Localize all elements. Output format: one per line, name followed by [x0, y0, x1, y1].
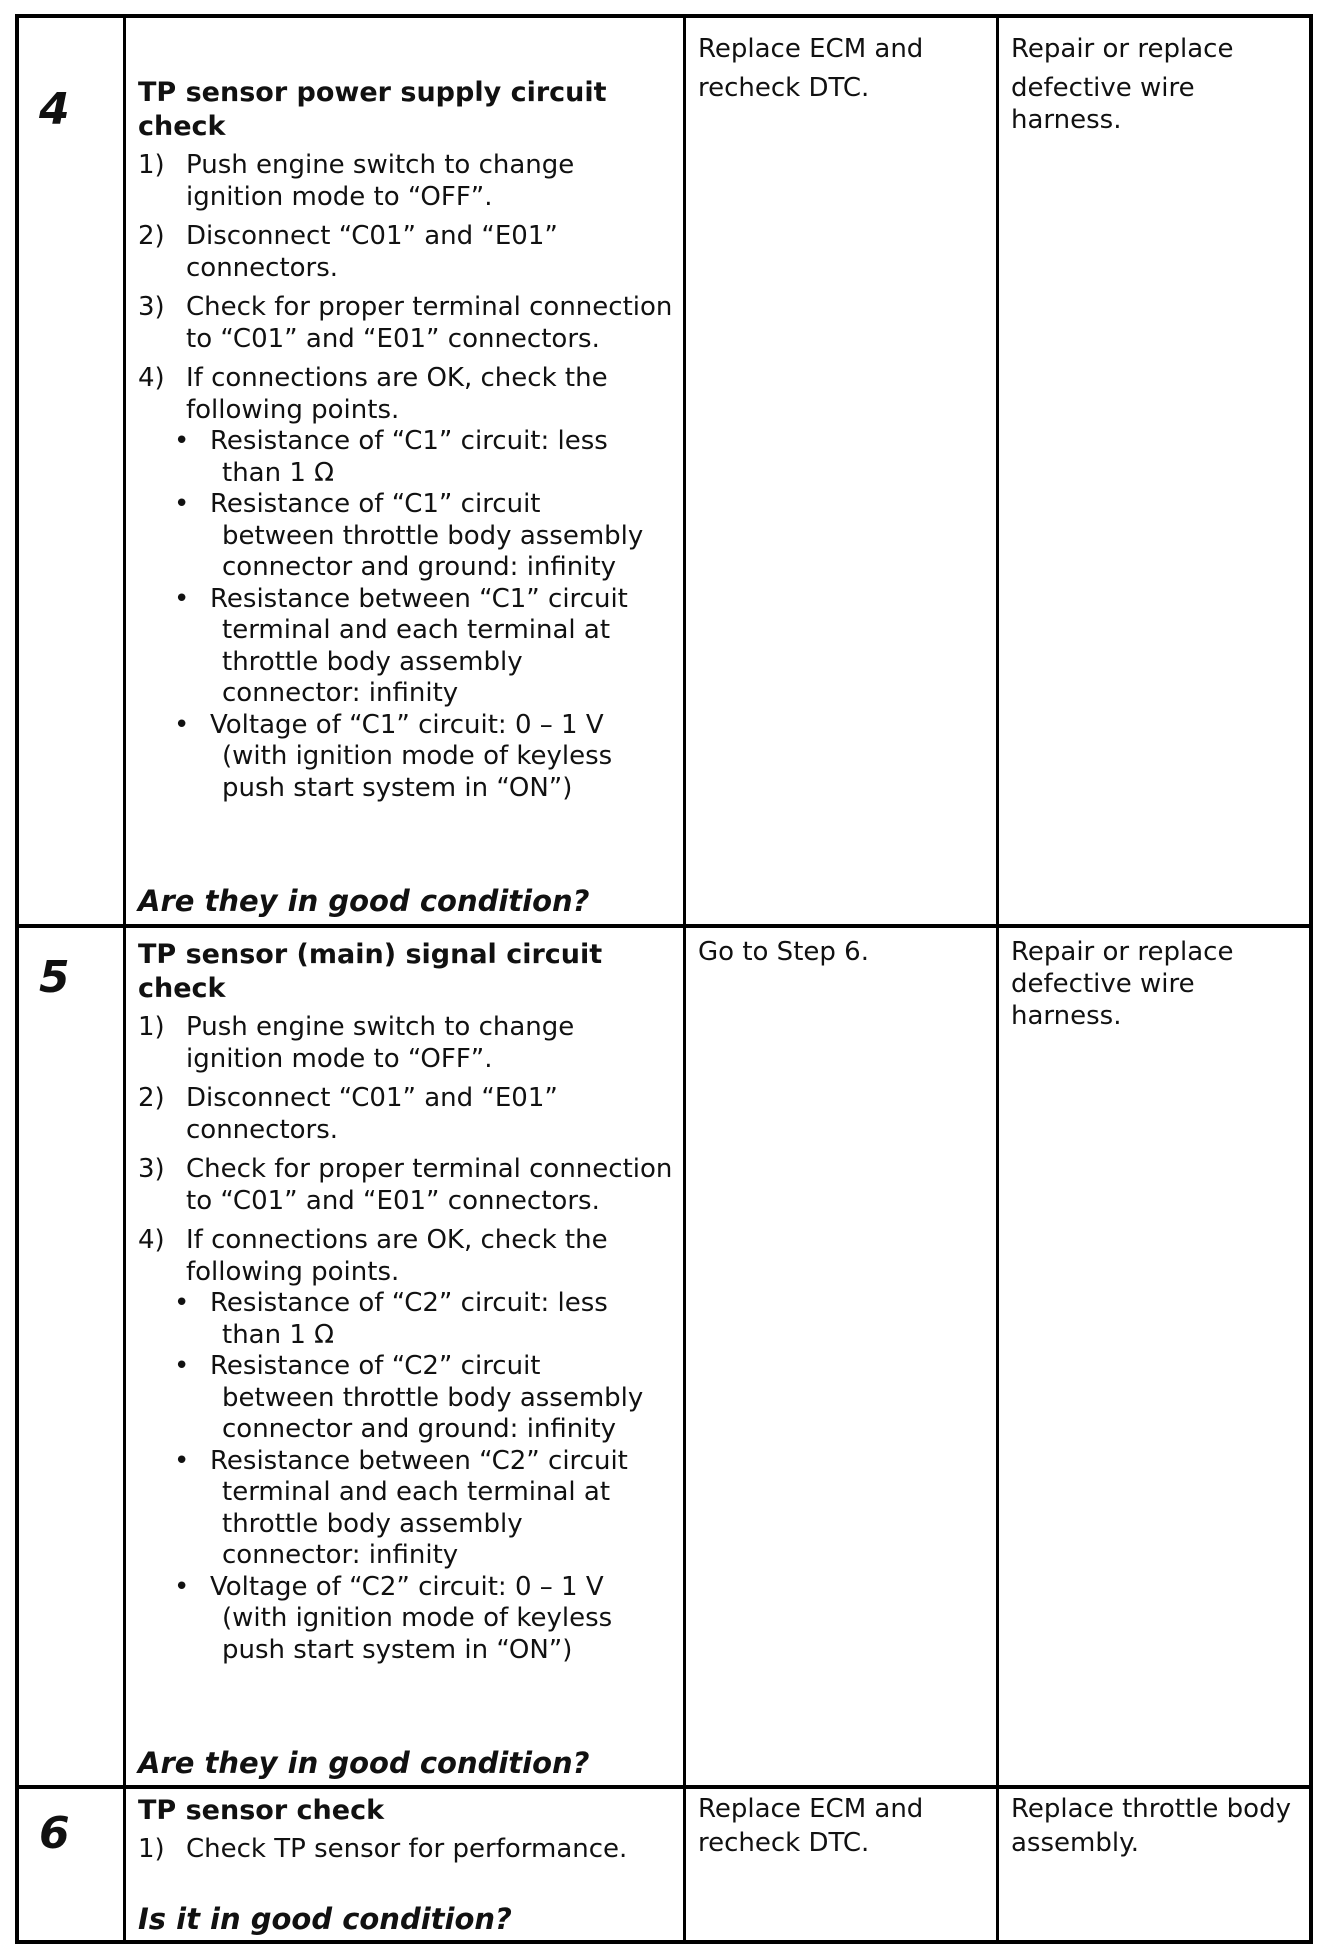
row-divider [15, 1785, 1313, 1789]
procedure-item: 3) Check for proper terminal connection to “C01” and “E01” connectors. [138, 1154, 673, 1216]
yes-result: Replace ECM and recheck DTC. [698, 1794, 924, 1858]
step-5-procedure [138, 938, 678, 1778]
step-question: Are they in good condition? [138, 1746, 590, 1780]
step-title: TP sensor power supply circuit check [138, 77, 607, 142]
no-result: Repair or replace defective wire harness. [1011, 937, 1234, 1031]
check-point: • Resistance of “C2” circuit between throttle body assembly connector and ground: infinity [174, 1351, 644, 1444]
table-border-right [1309, 14, 1313, 1944]
check-point: • Voltage of “C1” circuit: 0 – 1 V (with ignition mode of keyless push start system in “ON”) [174, 709, 613, 803]
check-point: • Resistance of “C1” circuit between throttle body assembly connector and ground: infinity [174, 489, 644, 582]
step-title: TP sensor check [138, 1795, 385, 1826]
column-divider [683, 14, 686, 1944]
column-divider [123, 14, 126, 1944]
check-point: • Voltage of “C2” circuit: 0 – 1 V (with ignition mode of keyless push start system in “ON”) [174, 1571, 613, 1665]
yes-result: Go to Step 6. [698, 937, 869, 967]
procedure-item: 4) If connections are OK, check the following points. [138, 1225, 608, 1287]
procedure-item: 3) Check for proper terminal connection to “C01” and “E01” connectors. [138, 292, 673, 354]
check-point: • Resistance of “C1” circuit: less than 1 Ω [174, 426, 608, 488]
table-border-top [15, 14, 1313, 18]
diagnosis-table [15, 14, 1313, 1944]
procedure-item: 1) Push engine switch to change ignition mode to “OFF”. [138, 150, 575, 212]
step-title: TP sensor (main) signal circuit check [138, 939, 603, 1004]
procedure-item: 2) Disconnect “C01” and “E01” connectors. [138, 221, 558, 283]
step-question: Are they in good condition? [138, 884, 590, 918]
procedure-item: 1) Check TP sensor for performance. [138, 1834, 628, 1864]
check-point: • Resistance of “C2” circuit: less than 1 Ω [174, 1288, 608, 1350]
step-4-procedure [138, 76, 678, 916]
step-question: Is it in good condition? [138, 1902, 512, 1936]
table-border-left [15, 14, 19, 1944]
no-result: Replace throttle body assembly. [1011, 1794, 1291, 1858]
table-border-bottom [15, 1940, 1313, 1944]
step-number: 5 [39, 952, 70, 1003]
check-point: • Resistance between “C2” circuit terminal and each terminal at throttle body assembly connector: infinity [174, 1445, 628, 1570]
step-6-procedure [138, 1794, 678, 1934]
row-divider [15, 924, 1313, 928]
step-number: 6 [39, 1808, 70, 1859]
column-divider [996, 14, 999, 1944]
procedure-item: 2) Disconnect “C01” and “E01” connectors. [138, 1083, 558, 1145]
no-result: Repair or replace defective wire harness. [1011, 34, 1234, 135]
check-point: • Resistance between “C1” circuit terminal and each terminal at throttle body assembly connector: infinity [174, 583, 628, 708]
procedure-item: 4) If connections are OK, check the following points. [138, 363, 608, 425]
yes-result: Replace ECM and recheck DTC. [698, 34, 924, 103]
step-number: 4 [39, 84, 70, 135]
procedure-item: 1) Push engine switch to change ignition mode to “OFF”. [138, 1012, 575, 1074]
